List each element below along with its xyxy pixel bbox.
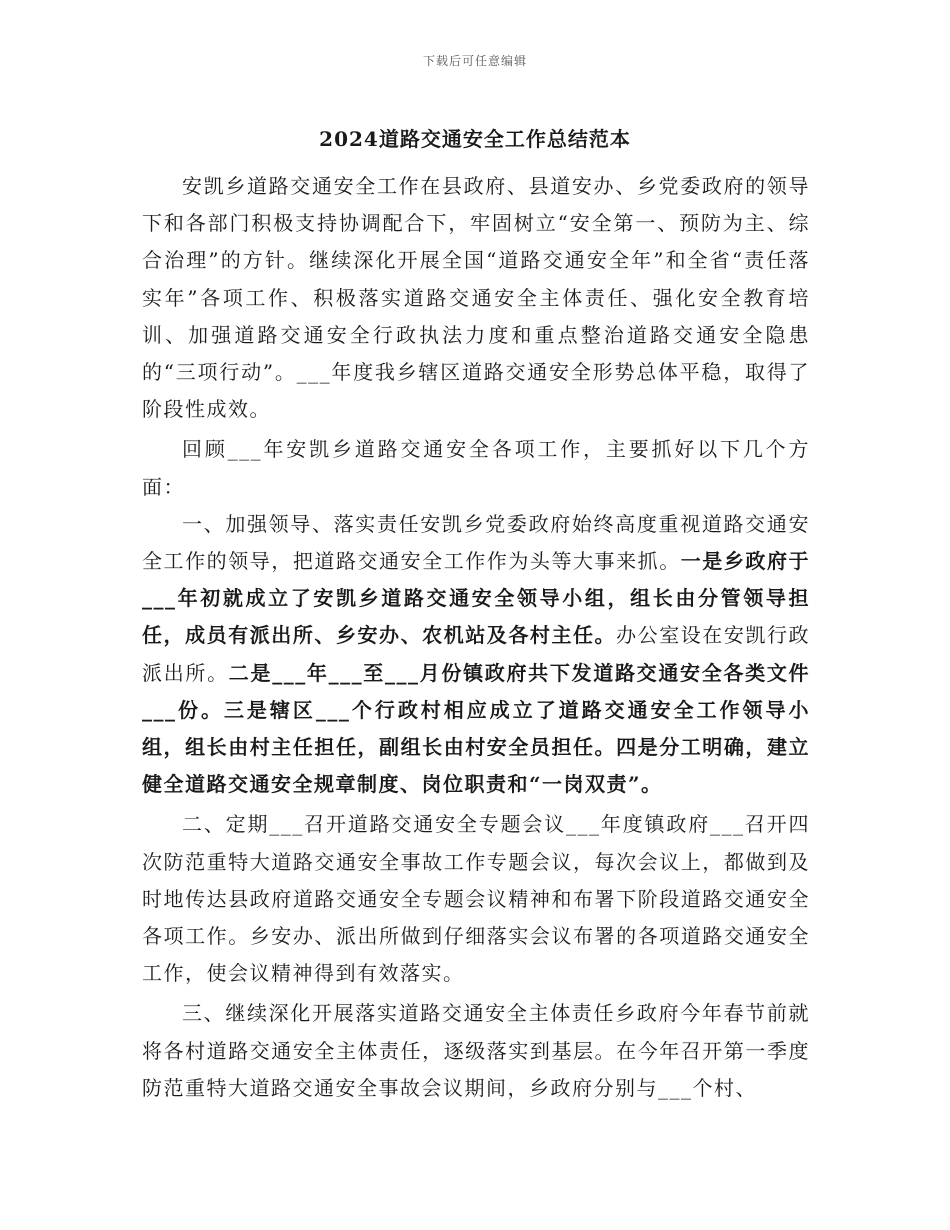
paragraph-intro: 安凯乡道路交通安全工作在县政府、县道安办、乡党委政府的领导下和各部门积极支持协调配合下，牢固树立“安全第一、预防为主、综合治理”的方针。继续深化开展全国“道路交通安全年”和全省“责任落实年”各项工作、积极落实道路交通安全主体责任、强化安全教育培训、加强道路交通安全行政执法力度和重点整治道路交通安全隐患的“三项行动”。___年度我乡辖区道路交通安全形势总体平稳，取得了阶段性成效。 [142,174,810,422]
page-header-note: 下载后可任意编辑 [422,54,527,68]
paragraph-section-3: 三、继续深化开展落实道路交通安全主体责任乡政府今年春节前就将各村道路交通安全主体责任，逐级落实到基层。在今年召开第一季度防范重特大道路交通安全事故会议期间，乡政府分别与___个村、 [142,1001,810,1100]
section-1-office: 办公室设在安凯行政派出所。 [142,623,811,685]
document-body [142,168,810,1107]
paragraph-section-2: 二、定期___召开道路交通安全专题会议___年度镇政府___召开四次防范重特大道路交通安全事故工作专题会议，每次会议上，都做到及时地传达县政府道路交通安全专题会议精神和布署下阶段道路交通安全各项工作。乡安办、派出所做到仔细落实会议布署的各项道路交通安全工作，使会议精神得到有效落实。 [142,812,810,986]
section-1-point-1: 一是乡政府于___年初就成立了安凯乡道路交通安全领导小组，组长由分管领导担任，成员有派出所、乡安办、农机站及各村主任。 [142,549,811,648]
paragraph-section-1 [142,506,810,804]
section-1-points-2-4: 二是___年___至___月份镇政府共下发道路交通安全各类文件___份。三是辖区___个行政村相应成立了道路交通安全工作领导小组，组长由村主任担任，副组长由村安全员担任。四是分工明确，建立健全道路交通安全规章制度、岗位职责和“一岗双责”。 [142,660,811,797]
paragraph-review: 回顾___年安凯乡道路交通安全各项工作，主要抓好以下几个方面： [142,437,810,499]
section-1-lead: 一、加强领导、落实责任安凯乡党委政府始终高度重视道路交通安全工作的领导，把道路交通安全工作作为头等大事来抓。 [142,511,810,574]
document-title: 2024道路交通安全工作总结范本 [319,127,631,151]
